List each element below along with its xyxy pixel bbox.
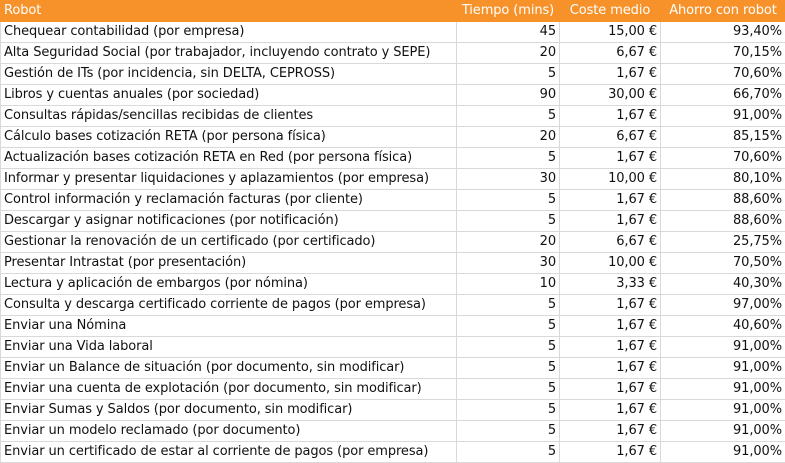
cell-robot: Enviar un modelo reclamado (por documento) [1, 421, 457, 442]
table-row [1, 169, 785, 190]
cell-robot: Gestionar la renovación de un certificado (por certificado) [1, 232, 457, 253]
cell-coste: 10,00 € [560, 253, 661, 274]
cell-robot: Libros y cuentas anuales (por sociedad) [1, 85, 457, 106]
table-row [1, 190, 785, 211]
cell-robot: Enviar Sumas y Saldos (por documento, sin modificar) [1, 400, 457, 421]
cell-robot: Control información y reclamación facturas (por cliente) [1, 190, 457, 211]
cell-tiempo: 30 [457, 253, 560, 274]
cell-tiempo: 45 [457, 22, 560, 43]
cell-tiempo: 5 [457, 295, 560, 316]
table-row [1, 253, 785, 274]
cell-coste: 1,67 € [560, 148, 661, 169]
table-row [1, 316, 785, 337]
cell-robot: Enviar una cuenta de explotación (por documento, sin modificar) [1, 379, 457, 400]
cell-ahorro: 91,00% [661, 421, 785, 442]
table-row [1, 232, 785, 253]
cell-robot: Enviar una Nómina [1, 316, 457, 337]
table-row [1, 85, 785, 106]
cell-tiempo: 5 [457, 211, 560, 232]
cell-ahorro: 40,30% [661, 274, 785, 295]
cell-ahorro: 85,15% [661, 127, 785, 148]
cell-ahorro: 91,00% [661, 337, 785, 358]
cell-coste: 1,67 € [560, 106, 661, 127]
cell-tiempo: 5 [457, 106, 560, 127]
cell-tiempo: 5 [457, 148, 560, 169]
cell-ahorro: 91,00% [661, 400, 785, 421]
cell-tiempo: 5 [457, 358, 560, 379]
table-row [1, 22, 785, 43]
cell-tiempo: 20 [457, 127, 560, 148]
table-row [1, 43, 785, 64]
cell-robot: Chequear contabilidad (por empresa) [1, 22, 457, 43]
cell-coste: 1,67 € [560, 421, 661, 442]
table-body [1, 22, 785, 463]
cell-coste: 1,67 € [560, 400, 661, 421]
table-row [1, 421, 785, 442]
cell-coste: 1,67 € [560, 337, 661, 358]
cell-robot: Presentar Intrastat (por presentación) [1, 253, 457, 274]
cell-robot: Enviar un Balance de situación (por documento, sin modificar) [1, 358, 457, 379]
cell-tiempo: 5 [457, 316, 560, 337]
cell-ahorro: 88,60% [661, 190, 785, 211]
table-row [1, 148, 785, 169]
cell-ahorro: 70,50% [661, 253, 785, 274]
cell-ahorro: 66,70% [661, 85, 785, 106]
cell-tiempo: 90 [457, 85, 560, 106]
table-row [1, 442, 785, 463]
cell-coste: 6,67 € [560, 232, 661, 253]
cell-coste: 30,00 € [560, 85, 661, 106]
column-header-coste: Coste medio [560, 1, 661, 22]
cell-robot: Lectura y aplicación de embargos (por nómina) [1, 274, 457, 295]
cell-tiempo: 20 [457, 43, 560, 64]
table-row [1, 127, 785, 148]
cell-coste: 15,00 € [560, 22, 661, 43]
cell-robot: Enviar una Vida laboral [1, 337, 457, 358]
table-row [1, 400, 785, 421]
table-row [1, 295, 785, 316]
cell-ahorro: 25,75% [661, 232, 785, 253]
cell-coste: 10,00 € [560, 169, 661, 190]
cell-robot: Gestión de ITs (por incidencia, sin DELTA, CEPROSS) [1, 64, 457, 85]
cell-coste: 1,67 € [560, 211, 661, 232]
cell-tiempo: 20 [457, 232, 560, 253]
column-header-robot: Robot [1, 1, 457, 22]
cell-coste: 1,67 € [560, 442, 661, 463]
cell-ahorro: 70,15% [661, 43, 785, 64]
cell-ahorro: 91,00% [661, 379, 785, 400]
cell-tiempo: 5 [457, 421, 560, 442]
cell-ahorro: 93,40% [661, 22, 785, 43]
header-row [1, 1, 785, 22]
table-row [1, 106, 785, 127]
cell-ahorro: 91,00% [661, 358, 785, 379]
cell-ahorro: 70,60% [661, 148, 785, 169]
cell-coste: 1,67 € [560, 358, 661, 379]
table-row [1, 211, 785, 232]
cell-robot: Enviar un certificado de estar al corriente de pagos (por empresa) [1, 442, 457, 463]
table-row [1, 379, 785, 400]
cell-robot: Actualización bases cotización RETA en Red (por persona física) [1, 148, 457, 169]
cell-coste: 1,67 € [560, 190, 661, 211]
cell-ahorro: 91,00% [661, 442, 785, 463]
cell-coste: 6,67 € [560, 127, 661, 148]
cell-robot: Consultas rápidas/sencillas recibidas de clientes [1, 106, 457, 127]
cell-coste: 6,67 € [560, 43, 661, 64]
cell-ahorro: 91,00% [661, 106, 785, 127]
cell-coste: 1,67 € [560, 295, 661, 316]
cell-tiempo: 5 [457, 379, 560, 400]
cell-coste: 3,33 € [560, 274, 661, 295]
cell-coste: 1,67 € [560, 379, 661, 400]
cell-ahorro: 40,60% [661, 316, 785, 337]
table-row [1, 274, 785, 295]
cell-robot: Cálculo bases cotización RETA (por persona física) [1, 127, 457, 148]
cell-ahorro: 80,10% [661, 169, 785, 190]
table-row [1, 337, 785, 358]
cell-robot: Descargar y asignar notificaciones (por notificación) [1, 211, 457, 232]
cell-tiempo: 5 [457, 400, 560, 421]
cell-tiempo: 5 [457, 337, 560, 358]
cell-tiempo: 5 [457, 64, 560, 85]
cell-coste: 1,67 € [560, 316, 661, 337]
column-header-tiempo: Tiempo (mins) [457, 1, 560, 22]
cell-tiempo: 5 [457, 442, 560, 463]
cell-ahorro: 70,60% [661, 64, 785, 85]
table-row [1, 358, 785, 379]
cell-robot: Consulta y descarga certificado corriente de pagos (por empresa) [1, 295, 457, 316]
cell-coste: 1,67 € [560, 64, 661, 85]
cell-ahorro: 97,00% [661, 295, 785, 316]
cell-robot: Alta Seguridad Social (por trabajador, incluyendo contrato y SEPE) [1, 43, 457, 64]
table-row [1, 64, 785, 85]
cell-ahorro: 88,60% [661, 211, 785, 232]
column-header-ahorro: Ahorro con robot [661, 1, 785, 22]
cell-tiempo: 5 [457, 190, 560, 211]
cell-robot: Informar y presentar liquidaciones y aplazamientos (por empresa) [1, 169, 457, 190]
cell-tiempo: 10 [457, 274, 560, 295]
cell-tiempo: 30 [457, 169, 560, 190]
